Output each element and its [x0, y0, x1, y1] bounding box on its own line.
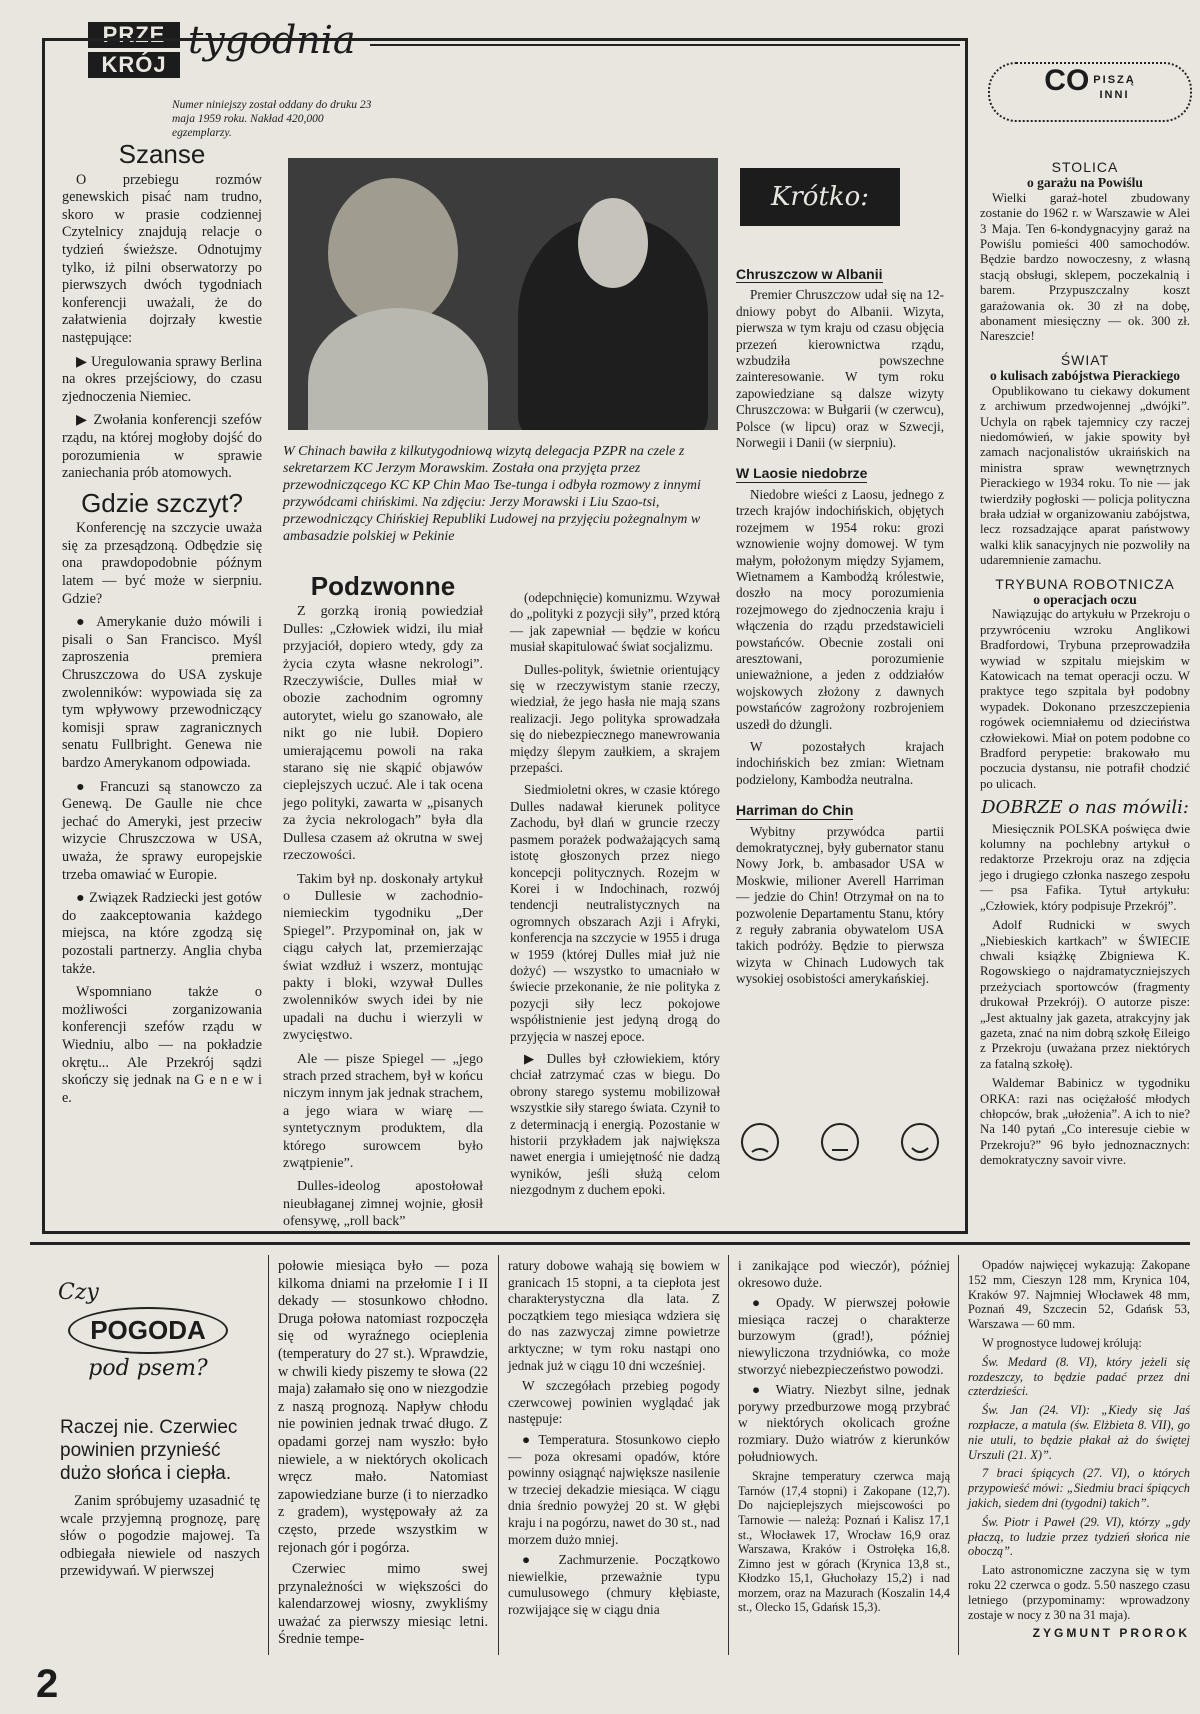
pogoda-c5c: Św. Medard (8. VI), który jeżeli się rozdeszczy, to będzie padać przez dni czterdzieści. — [968, 1354, 1190, 1399]
section-word: tygodnia — [188, 18, 356, 62]
pogoda-c3b: W szczegółach przebieg pogody czerwcowej powinien wyglądać jak następuje: — [508, 1378, 720, 1427]
dobrze-p2: Adolf Rudnicki w swych „Niebieskich kartkach” w ŚWIECIE chwali książkę Zbigniewa K. Rogowskiego o najdramatyczniejszych przeżyciach sportowców (fragmenty drukował Przekrój). O autorze pisze: „Jest aktualny jak gazeta, atrakcyjny jak gazeta, znać na nim dobrą szkołę Eileigo z Przekroju (uważana przez niektórych za fatalną szkołę). — [980, 918, 1190, 1071]
photo-figure-left-body — [308, 308, 488, 430]
szczyt-p2: ● Amerykanie dużo mówili i pisali o San Francisco. Myśl zaproszenia premiera Chruszczowa do USA zyskuje zwolenników: wypowiada się za tym wpływowy przewodniczący komisji spraw zagranicznych senatu Fullbright. Genewa nie bardzo Amerykanom odpowiada. — [62, 614, 262, 772]
podzwonne-p5: (odepchnięcie) komunizmu. Wzywał do „polityki z pozycji siły”, przed którą — jak zapewniał — będzie w końcu musiał skapitulować świat socjalizmu. — [510, 590, 720, 655]
co-pisza-bottom: INNI — [1099, 89, 1130, 101]
pogoda-c4c: ● Wiatry. Niezbyt silne, jednak porywy przedburzowe mogą przybrać w niektórych okolicach groźne rozmiary. Dużo wiatrów z kierunków południowych. — [738, 1382, 950, 1465]
co-pisza-column — [980, 152, 1190, 1173]
pogoda-czy: Czy — [58, 1280, 99, 1305]
krotko-badge: Krótko: — [740, 168, 900, 226]
krotko-h3: Harriman do Chin — [736, 802, 854, 819]
pogoda-logo — [58, 1280, 238, 1400]
podzwonne-p1: Z gorzką ironią powiedział Dulles: „Człowiek widzi, ilu miał przyjaciół, dopiero wtedy, gdy za życia czyta własne nekrologi”. Rzeczywiście, Dulles miał w obozie zachodnim ogromny autorytet, wielu go szanowało, ale nikt go nie lubił. Dopiero umierającemu powoli na raka starano się nie skąpić objawów cieplejszych uczuć. Ale i tak ocena jego polityki, zawarta w „pisanych za życia nekrologach” była dla Dullesa czasem aż okrutna w swej rzeczowości. — [283, 604, 483, 864]
trybuna-source: TRYBUNA ROBOTNICZA — [995, 575, 1175, 592]
dobrze-p1: Miesięcznik POLSKA poświęca dwie kolumny na pochlebny artykuł o redaktorze Przekroju oraz na zdjęcia jego i drugiego członka naszego zespołu — psa Fafika. Tytuł artykułu: „Człowiek, który podpisuje Przekrój”. — [980, 821, 1190, 913]
krotko-t3: Wybitny przywódca partii demokratycznej, były gubernator stanu Nowy Jork, b. ambasador USA w Moskwie, milioner Averell Harriman — jedzie do Chin! Otrzymał on na to pozwolenie Departamentu Stanu, który z reguły zabrania obywatelom USA takich podróży. Będzie to pierwsza wizyta w Chinach Ludowych tak wysokiej osobistości amerykańskiej. — [736, 823, 944, 987]
krotko-column — [736, 258, 944, 994]
krotko-t2: Niedobre wieści z Laosu, jednego z trzech krajów indochińskich, objętych rozejmem w 1954 roku: grozi wznowienie wojny domowej. W tym małym, położonym między Syjamem, Wietnamem a Kambodżą królestwie, doszło na mocy porozumienia rozejmowego do zjednoczenia kraju i włączenia do rządu przedstawicieli powstańców. Obecnie zostali oni aresztowani, porozumienie unieważnione, a jeden z oddziałów wojskowych złożony z dawnych powstańców zagrożony rozbrojeniem uszedł do dżungli. — [736, 486, 944, 732]
trybuna-title: o operacjach oczu — [1033, 591, 1137, 607]
pogoda-sub: pod psem? — [88, 1356, 208, 1381]
col-rule-3 — [728, 1255, 729, 1655]
pogoda-col5 — [968, 1258, 1190, 1641]
pogoda-col2 — [278, 1258, 488, 1653]
trybuna-text: Nawiązując do artykułu w Przekroju o przywróceniu wzroku Anglikowi Bradfordowi, Trybuna przeprowadziła wywiad w szpitalu miejskim w Katowicach na temat operacji oczu. W praktyce tego szpitala był podobny wypadek. Dokonano przeszczepienia rogówek ociemniałemu od dzieciństwa człowiekowi. Miał on potem podobne co Bradford perypetie: brakowało mu poczucia dystansu, nie potrafił chodzić po ulicach. — [980, 607, 1190, 791]
swiat-source: ŚWIAT — [1060, 351, 1110, 368]
szczyt-p4: ● Związek Radziecki jest gotów do zaakceptowania każdego miejsca, na które zgodzą się pozostali partnerzy. Anglia chyba także. — [62, 890, 262, 978]
pogoda-col1 — [60, 1416, 260, 1585]
co-pisza-top: PISZĄ — [1093, 74, 1136, 86]
podzwonne-p4: Dulles-ideolog apostołował nieubłaganej zimnej wojnie, głosił ofensywę, „roll back” — [283, 1179, 483, 1230]
section-divider — [30, 1242, 1190, 1245]
logo-top: PRZE — [88, 22, 180, 48]
podzwonne-col1 — [283, 571, 483, 1237]
podzwonne-p7: Siedmioletni okres, w czasie którego Dulles nadawał kierunek polityce Zachodu, był dlań w gruncie rzeczy pasmem porażek podważających samą istotę głoszonych przez niego koncepcji politycznych. Rozejm w Korei i w Indochinach, rozwój tendencji neutralistycznych na ogromnych obszarach Azji i Afryki, konferencja na szczycie w 1955 i druga w 1959 (której Dulles miał już nie dożyć) — wszystko to umacniało w świecie przekonanie, że nie polityka z pozycji siły lecz pokojowe współistnienie jest jedyną drogą do przyjęcia w naszej epoce. — [510, 782, 720, 1044]
face-neutral — [822, 1124, 858, 1160]
logo-bottom: KRÓJ — [88, 52, 180, 78]
podzwonne-title: Podzwonne — [310, 571, 456, 601]
szanse-p2: ▶ Uregulowania sprawy Berlina na okres przejściowy, do czasu zjednoczenia Niemiec. — [62, 354, 262, 407]
podzwonne-col2 — [510, 590, 720, 1205]
dobrze-heading: DOBRZE o nas mówili: — [981, 797, 1189, 819]
pogoda-c3d: ● Zachmurzenie. Początkowo niewielkie, przeważnie typu cumulusowego (chmury kłębiaste, rozwijające się w ciągu dnia — [508, 1552, 720, 1618]
szanse-p1: O przebiegu rozmów genewskich pisać nam trudno, skoro w prasie codziennej Czytelnicy znajdują relacje o tydzień świeższe. Odnotujmy tylko, iż pilni obserwatorzy po pierwszych dwóch tygodniach konferencji uważali, że do załatwienia dojrzały kwestie następujące: — [62, 171, 262, 346]
podzwonne-p3: Ale — pisze Spiegel — „jego strach przed strachem, był w końcu niczym innym jak jednak strachem, a jego wiara w wiarę — syntetycznym produktem, dla którego surowcem było zwątpienie”. — [283, 1051, 483, 1171]
stolica-text: Wielki garaż-hotel zbudowany zostanie do 1962 r. w Warszawie w Alei 3 Maja. Ten 6-kondygnacyjny garaż na Powiślu pomieści 400 samochodów. Będzie bardzo nowoczesny, z własną stacją obsługi, sklepem, poczekalnią i barem. Przypuszczalny koszt garażowania ok. 30 zł na dobę, abonament miesięczny — ok. 300 zł. Nareszcie! — [980, 190, 1190, 344]
photo-figure-left — [328, 178, 458, 328]
podzwonne-p2: Takim był np. doskonały artykuł o Dullesie w zachodnio-niemieckim tygodniku „Der Spiegel”. Przypominał on, jak w ciągu całych lat, przemierzając świat wzdłuż i wszerz, montując pakty i bloki, wzywał Dulles zwolenników swych idei by nie upadali na duchu i wierzyli w zwycięstwo. — [283, 871, 483, 1044]
szczyt-p3: ● Francuzi są stanowczo za Genewą. De Gaulle nie chce jechać do Ameryki, jest przeciw wizycie Chruszczowa w USA, uważa, że sprawy europejskie trzeba omawiać w Europie. — [62, 779, 262, 885]
pogoda-c2b: Czerwiec mimo swej przynależności w większości do kalendarzowej wiosny, zwykliśmy uważać za pierwszy miesiąc letni. Średnie tempe- — [278, 1561, 488, 1648]
krotko-t2b: W pozostałych krajach indochińskich bez zmian: Wietnam podzielony, Kambodża neutralna. — [736, 738, 944, 787]
pogoda-c5e: 7 braci śpiących (27. VI), o których przypowieść mówi: „Siedmiu braci śpiących jakich, siedem dni (tygodni) takich”. — [968, 1466, 1190, 1510]
pogoda-c5d: Św. Jan (24. VI): „Kiedy się Jaś rozpłacze, a matula (św. Elżbieta 8. VII), go nie utuli, to będzie płakał aż do świętej Urszuli (21. X)”. — [968, 1403, 1190, 1462]
co-pisza-inni-logo — [988, 62, 1192, 122]
cartoon-faces — [730, 1112, 950, 1178]
face-happy — [902, 1124, 938, 1160]
pogoda-c4: i zanikające pod wieczór), później okresowo duże. — [738, 1258, 950, 1290]
col-rule-4 — [958, 1255, 959, 1655]
krotko-h1: Chruszczow w Albanii — [736, 266, 883, 282]
szczyt-p5: Wspomniano także o możliwości zorganizowania konferencji szefów rządu w Wiedniu, albo — na pokładzie okrętu... Ale Przekrój sądzi skończy się jednak na G e n e w i e. — [62, 984, 262, 1106]
pogoda-c3: ratury dobowe wahają się bowiem w granicach 15 stopni, a ta ciepłota jest charakterystyczna dla lata. Z początkiem tego miesiąca wdziera się do nas zazwyczaj zimne powietrze arktyczne; w tym roku nastąpi ono jednak już w ciągu 10 dni wcześniej. — [508, 1258, 720, 1373]
stolica-source: STOLICA — [1051, 159, 1119, 175]
pogoda-p1: Zanim spróbujemy uzasadnić tę wcale przyjemną prognozę, parę słów o pogodzie majowej. Ta odbiegała niewiele od naszych przewidywań. W pierwszej — [60, 1493, 260, 1580]
krotko-h2: W Laosie niedobrze — [736, 465, 868, 482]
podzwonne-p8: ▶ Dulles był człowiekiem, który chciał zatrzymać czas w biegu. Do obrony starego systemu mobilizował wszystkie siły starego świata. Czynił to z determinacją i energią. Pozostanie w historii przykładem jak największa nawet energia i umiejętność nie dadzą wyników, jeśli służą celom niezgodnym z duchem epoki. — [510, 1051, 720, 1199]
pogoda-c5g: Lato astronomiczne zaczyna się w tym roku 22 czerwca o godz. 5.50 naszego czasu letniego (przypominamy: wprowadzony zostaje w nocy z 30 na 31 maja). — [968, 1563, 1190, 1622]
co-pisza-big: CO — [1044, 64, 1090, 97]
stolica-title: o garażu na Powiślu — [1027, 175, 1143, 191]
szczyt-title: Gdzie szczyt? — [81, 487, 243, 518]
photo-figure-right-head — [578, 198, 648, 288]
swiat-title: o kulisach zabójstwa Pierackiego — [989, 368, 1181, 384]
dobrze-p3: Waldemar Babinicz w tygodniku ORKA: razi nas ociężałość młodych chłopców, brak „ułożenia”. A ich to nie? Na 140 pytań „Co interesuje ciebie w Przekroju?” 96 było jednoznacznych: demokratyczny savoir vivre. — [980, 1076, 1190, 1168]
pogoda-c4b: ● Opady. W pierwszej połowie miesiąca raczej o charakterze burzowym (grad!), później niewyliczona trzydniówka, co może stworzyć niebezpieczeństwo powodzi. — [738, 1295, 950, 1378]
left-column — [62, 139, 262, 1113]
pogoda-c2: połowie miesiąca było — poza kilkoma dniami na przełomie I i II dekady — stosunkowo chłodno. Druga połowa natomiast rozpoczęła się od wyraźnego ocieplenia (temperatury do 27 st.). Wprawdzie, w chwili kiedy piszemy te słowa (22 maja) załamało się ono w niezgodzie z naszą prognozą. Napływ chłodu nie powinien jednak trwać długo. Z opadami gorzej nam wyszło: było niewiele, a w niektórych okolicach wręcz mało. Natomiast zapowiedziane burze (i to nierzadko z gradem), występowały aż za często, przede wszystkim w rejonach gór i pogórza. — [278, 1258, 488, 1556]
pogoda-c3c: ● Temperatura. Stosunkowo ciepło — poza okresami opadów, które powinny osiągnąć największe nasilenie w trzeciej dekadzie miesiąca. W ciągu dnia średnio powyżej 20 st. W głębi kraju i na pogórzu, nawet do 30 st., nad morzem dużo mniej. — [508, 1432, 720, 1548]
pogoda-lead: Raczej nie. Czerwiec powinien przynieść dużo słońca i ciepła. — [60, 1417, 238, 1484]
pogoda-c5b: W prognostyce ludowej królują: — [982, 1335, 1142, 1350]
col-rule-2 — [498, 1255, 499, 1655]
publication-note: Numer niniejszy został oddany do druku 23 maja 1959 roku. Nakład 420,000 egzemplarzy. — [172, 99, 372, 139]
swiat-text: Opublikowano tu ciekawy dokument z archiwum przedwojennej „dwójki”. Uchyla on rąbek tajemnicy czy raczej niedomówień, w jakie spowity był zamach nacjonalistów ukraińskich na ministra spraw wewnętrznych Pierackiego w 1934 roku. To nie — jak twierdziły pogłoski — policja polityczna brała udział w organizowaniu zabójstwa, lecz rozsadzające aparat państwowy walki klik sanacyjnych nie pozwoliły na udaremnienie zamachu. — [980, 383, 1190, 568]
krotko-t1: Premier Chruszczow udał się na 12-dniowy pobyt do Albanii. Wizyta, pierwsza w tym kraju od czasu objęcia przezeń kierownictwa rządu, wzbudziła powszechne zainteresowanie. W tym roku zapowiedziane są dalsze wizyty Chruszczowa: w Bułgarii (w czerwcu), Polsce (w lipcu) oraz w Szwecji, Norwegii i Danii (w sierpniu). — [736, 287, 944, 451]
szanse-title: Szanse — [118, 139, 206, 169]
col-rule-1 — [268, 1255, 269, 1655]
pogoda-col4 — [738, 1258, 950, 1619]
pogoda-signature: ZYGMUNT PROROK — [1032, 1626, 1190, 1641]
face-sad — [742, 1124, 778, 1160]
pogoda-col3 — [508, 1258, 720, 1622]
pogoda-c5: Opadów najwięcej wykazują: Zakopane 152 mm, Cieszyn 128 mm, Krynica 104, Kraków 97. Najmniej Włocławek 48 mm, Poznań 49, Szczecin 52, Gdańsk 53, Warszawa — 60 mm. — [968, 1258, 1190, 1332]
pogoda-c4d: Skrajne temperatury czerwca mają Tarnów (17,4 stopni) i Zakopane (12,7). Do najcieplejszych miejscowości po Tarnowie — należą: Poznań i Kalisz 17,1 st., Włocławek 17, Wrocław 16,9 oraz Warszawa, Kraków i Ostrołęka 16,8. Zimno jest w górach (Krynica 13,8 st., Kłodzko 15,1, Głuchołazy 15,2) i nad morzem, oraz na Mazurach (Koszalin 14,4 st., Olecko 15, Gdańsk 15,3). — [738, 1469, 950, 1615]
pogoda-main: POGODA — [68, 1307, 228, 1354]
photo-caption: W Chinach bawiła z kilkutygodniową wizytą delegacja PZPR na czele z sekretarzem KC Jerzym Morawskim. Została ona przyjęta przez przewodniczącego KC KP Chin Mao Tse-tunga i odbyła rozmowy z innymi przywódcami chińskimi. Na zdjęciu: Jerzy Morawski i Liu Szao-tsi, przewodniczący Chińskiej Republiki Ludowej na przyjęciu pożegnalnym w ambasadzie polskiej w Pekinie — [283, 444, 701, 544]
news-photo — [288, 158, 718, 430]
szczyt-p1: Konferencję na szczycie uważa się za przesądzoną. Odbędzie się ona prawdopodobnie późnym latem — być może w sierpniu. Gdzie? — [62, 520, 262, 607]
podzwonne-p6: Dulles-polityk, świetnie orientujący się w rzeczywistym stanie rzeczy, wiedział, że jego hasła nie mają szans realizacji. Jego polityka sprowadzała się do niebezpiecznego manewrowania między ślepym zaułkiem, a skrajem przepaści. — [510, 661, 720, 776]
pogoda-c5f: Św. Piotr i Paweł (29. VI), którzy „gdy płaczą, to ludzie przez tydzień słońca nie oboczą”. — [968, 1514, 1190, 1559]
page-number: 2 — [36, 1662, 59, 1706]
szanse-p3: ▶ Zwołania konferencji szefów rządu, na której mogłoby dojść do porozumienia w sprawie zaniechania prób atomowych. — [62, 412, 262, 482]
